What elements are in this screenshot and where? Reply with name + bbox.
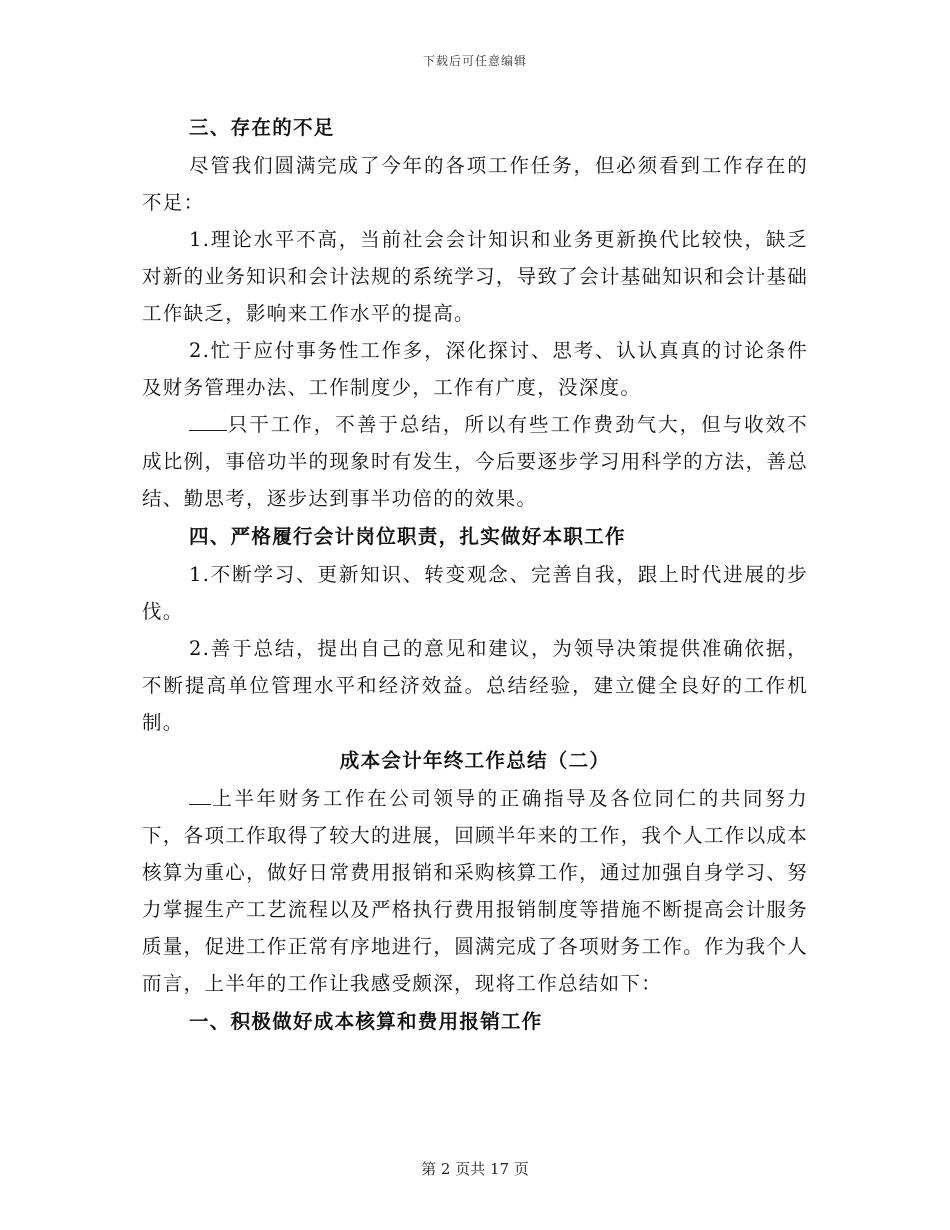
- paragraph-duty-1: 1.不断学习、更新知识、转变观念、完善自我，跟上时代进展的步伐。: [142, 563, 808, 623]
- paragraph-shortcoming-2: 2.忙于应付事务性工作多，深化探讨、思考、认认真真的讨论条件及财务管理办法、工作制度少，工作有广度，没深度。: [142, 339, 808, 399]
- paragraph-summary-intro: [142, 780, 808, 1002]
- blank-line: [189, 785, 211, 806]
- paragraph-shortcoming-1: 1.理论水平不高，当前社会会计知识和业务更新换代比较快，缺乏对新的业务知识和会计法规的系统学习，导致了会计基础知识和会计基础工作缺乏，影响来工作水平的提高。: [142, 228, 808, 325]
- page-header: 下载后可任意编辑: [422, 54, 527, 68]
- page-footer: 第 2 页共 17 页: [421, 1160, 529, 1178]
- section-heading-duties: 四、严格履行会计岗位职责，扎实做好本职工作: [189, 525, 626, 548]
- paragraph-shortcomings-intro: 尽管我们圆满完成了今年的各项工作任务，但必须看到工作存在的不足：: [142, 154, 808, 214]
- paragraph-shortcoming-3-text: 只干工作，不善于总结，所以有些工作费劲气大，但与收效不成比例，事倍功半的现象时有发生，今后要逐步学习用科学的方法，善总结、勤思考，逐步达到事半功倍的的效果。: [142, 413, 808, 510]
- section-heading-shortcomings: 三、存在的不足: [189, 116, 335, 139]
- document-title-part-2: 成本会计年终工作总结（二）: [339, 749, 611, 772]
- paragraph-shortcoming-3: [142, 406, 808, 517]
- paragraph-duty-2: 2.善于总结，提出自己的意见和建议，为领导决策提供准确依据，不断提高单位管理水平和经济效益。总结经验，建立健全良好的工作机制。: [142, 637, 808, 734]
- paragraph-summary-intro-text: 上半年财务工作在公司领导的正确指导及各位同仁的共同努力下，各项工作取得了较大的进展，回顾半年来的工作，我个人工作以成本核算为重心，做好日常费用报销和采购核算工作，通过加强自身学习、努力掌握生产工艺流程以及严格执行费用报销制度等措施不断提高会计服务质量，促进工作正常有序地进行，圆满完成了各项财务工作。作为我个人而言，上半年的工作让我感受颇深，现将工作总结如下：: [142, 787, 808, 995]
- document-body: [142, 108, 808, 1041]
- section-heading-cost-accounting: 一、积极做好成本核算和费用报销工作: [189, 1010, 543, 1033]
- blank-line: [189, 411, 227, 432]
